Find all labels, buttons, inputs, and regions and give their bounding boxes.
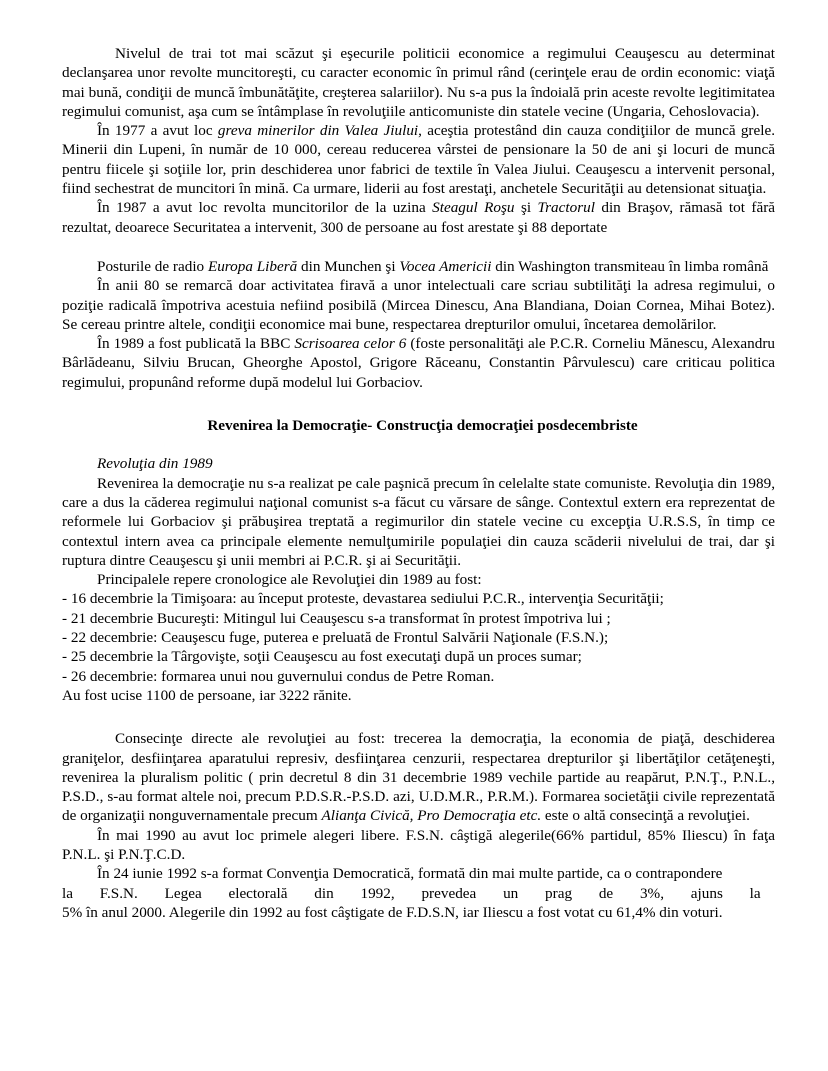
paragraph-1977-miners-strike — [62, 121, 775, 198]
text-segment: Consecinţe directe ale revoluţiei au fost: trecerea la democraţia, la economia de piaţă, deschiderea graniţelor, desfiinţarea aparatului represiv, desfiinţarea cenzurii, respectarea drepturilor şi libertăţilor cetăţeneşti, revenirea la pluralism politic ( prin decretul 8 din 31 decembrie 1989 vechile partide au reapărut, P.N.Ţ., P.N.L., P.S.D., s-au format altele noi, precum P.D.S.R.-P.S.D. azi, U.D.M.R., P.R.M.). Formarea societăţii civile reprezentată de organizaţii nonguvernamentale precum — [62, 730, 775, 825]
paragraph-1992-convention-line2: la F.S.N. Legea electorală din 1992, prevedea un prag de 3%, ajuns la — [62, 884, 761, 902]
text-segment: În 1987 a avut loc revolta muncitorilor de la uzina — [97, 199, 433, 217]
subheading-revolution-1989: Revoluţia din 1989 — [97, 455, 213, 473]
italic-factory-steagul-rosu: Steagul Roşu — [432, 199, 515, 217]
paragraph-revolution-consequences — [62, 729, 775, 825]
paragraph-letter-of-six — [62, 334, 775, 392]
paragraph-economic-decline: Nivelul de trai tot mai scăzut şi eşecurile politicii economice a regimului Ceauşescu au determinat declanşarea unor revolte muncitoreşti, cu caracter economic în primul rând (cerinţele erau de ordin economic: viaţă mai bună, condiţii de muncă îmbunătăţite, creşterea salariilor). Nu s-a pus la îndoială prin aceste revolte legitimitatea regimului comunist, aşa cum se întâmplase în revoluţiile anticomuniste din statele vecine (Ungaria, Cehoslovacia). — [62, 45, 775, 120]
text-segment: din Munchen şi — [297, 257, 400, 275]
italic-title-scrisoarea-celor-6: Scrisoarea celor 6 — [294, 335, 407, 353]
italic-ngo-names: Alianţa Civică, Pro Democraţia etc. — [321, 807, 542, 825]
paragraph-chronology-intro: Principalele repere cronologice ale Revoluţiei din 1989 au fost: — [97, 571, 482, 589]
italic-station-europa-libera: Europa Liberă — [207, 257, 298, 275]
section-heading-democracy: Revenirea la Democraţie- Construcţia democraţiei posdecembriste — [207, 417, 638, 435]
paragraph-revolution-context: Revenirea la democraţie nu s-a realizat pe cale paşnică precum în celelalte state comuniste. Revoluţia din 1989, care a dus la căderea regimului naţional comunist s-a făcut cu vărsare de sânge. Contextul extern era reprezentat de reformele lui Gorbaciov şi prăbuşirea treptată a regimurilor din statele vecine cu excepţia U.R.S.S, în timp ce contextul intern avea ca principale elemente nemulţumirile populaţiei din cauza scăderii nivelului de trai, dar şi ruptura dintre Ceauşescu şi unii membri ai P.C.R. şi ai Securităţii. — [62, 474, 775, 569]
list-item-dec-22: - 22 decembrie: Ceauşescu fuge, puterea e preluată de Frontul Salvării Naţionale (F.S.N.); — [62, 629, 609, 647]
text-segment: , aceştia protestând din cauza condiţiilor de muncă grele. Minerii din Lupeni, în număr de 10 000, cereau reducerea vârstei de pensionare la 50 de ani şi locuri de muncă pentru fiicele şi soţiile lor, prin deschiderea unor fabrici de textile în Valea Jiului. Ceauşescu a intervenit personal, fiind sechestrat de muncitori în mină. Ca urmare, liderii au fost arestaţi, anchetele Securităţii au detensionat situaţia. — [62, 122, 775, 198]
paragraph-intellectuals-1980s: În anii 80 se remarcă doar activitatea firavă a unor intelectuali care scriau subtilităţi la adresa regimului, o poziţie radicală împotriva acestuia nefiind posibilă (Mircea Dinescu, Ana Blandiana, Doian Cornea, Mihai Botez). Se cereau printre altele, condiţii economice mai bune, respectarea drepturilor omului, încetarea demolărilor. — [62, 277, 775, 333]
list-item-dec-25: - 25 decembrie la Târgovişte, soţii Ceauşescu au fost executaţi după un proces sumar; — [62, 648, 582, 666]
list-item-dec-26: - 26 decembrie: formarea unui nou guvernului condus de Petre Roman. — [62, 667, 495, 685]
paragraph-casualties: Au fost ucise 1100 de persoane, iar 3222 rănite. — [62, 686, 352, 704]
text-segment: (foste personalităţi ale P.C.R. Corneliu Mănescu, Alexandru Bârlădeanu, Silviu Brucan, Gheorghe Apostol, Grigore Răceanu, Constantin Pârvulescu) care criticau politica regimului, propunând reforme după modelul lui Gorbaciov. — [62, 335, 776, 391]
paragraph-spacer — [62, 237, 775, 257]
text-segment: este o altă consecinţă a revoluţiei. — [541, 807, 750, 825]
list-item-dec-21: - 21 decembrie Bucureşti: Mitingul lui Ceauşescu s-a transformat în protest împotriva lui ; — [62, 609, 611, 627]
text-segment: din Washington transmiteau în limba română — [491, 257, 769, 275]
text-segment: şi — [514, 199, 538, 217]
text-segment: În 1977 a avut loc — [97, 122, 218, 140]
italic-factory-tractorul: Tractorul — [537, 199, 595, 217]
text-segment: din Braşov, rămasă tot fără rezultat, deoarece Securitatea a intervenit, 300 de persoane au fost arestate şi 88 deportate — [62, 199, 775, 236]
paragraph-1987-brasov-revolt — [62, 198, 775, 237]
document-text-column — [62, 44, 775, 922]
paragraph-1992-convention-line1: În 24 iunie 1992 s-a format Convenţia Democratică, formată din mai multe partide, ca o contrapondere — [97, 865, 723, 883]
italic-title-jiu-valley-strike: greva minerilor din Valea Jiului — [217, 122, 419, 140]
text-segment: În 1989 a fost publicată la BBC — [97, 335, 295, 353]
list-item-dec-16: - 16 decembrie la Timişoara: au început proteste, devastarea sediului P.C.R., intervenţia Securităţii; — [62, 590, 664, 608]
italic-station-vocea-americii: Vocea Americii — [399, 257, 492, 275]
text-segment: Posturile de radio — [97, 257, 208, 275]
paragraph-1992-convention-line3: 5% în anul 2000. Alegerile din 1992 au fost câştigate de F.D.S.N, iar Iliescu a fost votat cu 61,4% din voturi. — [62, 903, 723, 921]
heading-spacer-above — [62, 392, 775, 416]
paragraph-radio-stations — [62, 257, 775, 276]
paragraph-1990-elections: În mai 1990 au avut loc primele alegeri libere. F.S.N. câştigă alegerile(66% partidul, 85% Iliescu) în faţa P.N.L. şi P.N.Ţ.C.D. — [62, 826, 775, 863]
heading-spacer-below — [62, 435, 775, 454]
paragraph-spacer-consequences — [62, 705, 775, 729]
